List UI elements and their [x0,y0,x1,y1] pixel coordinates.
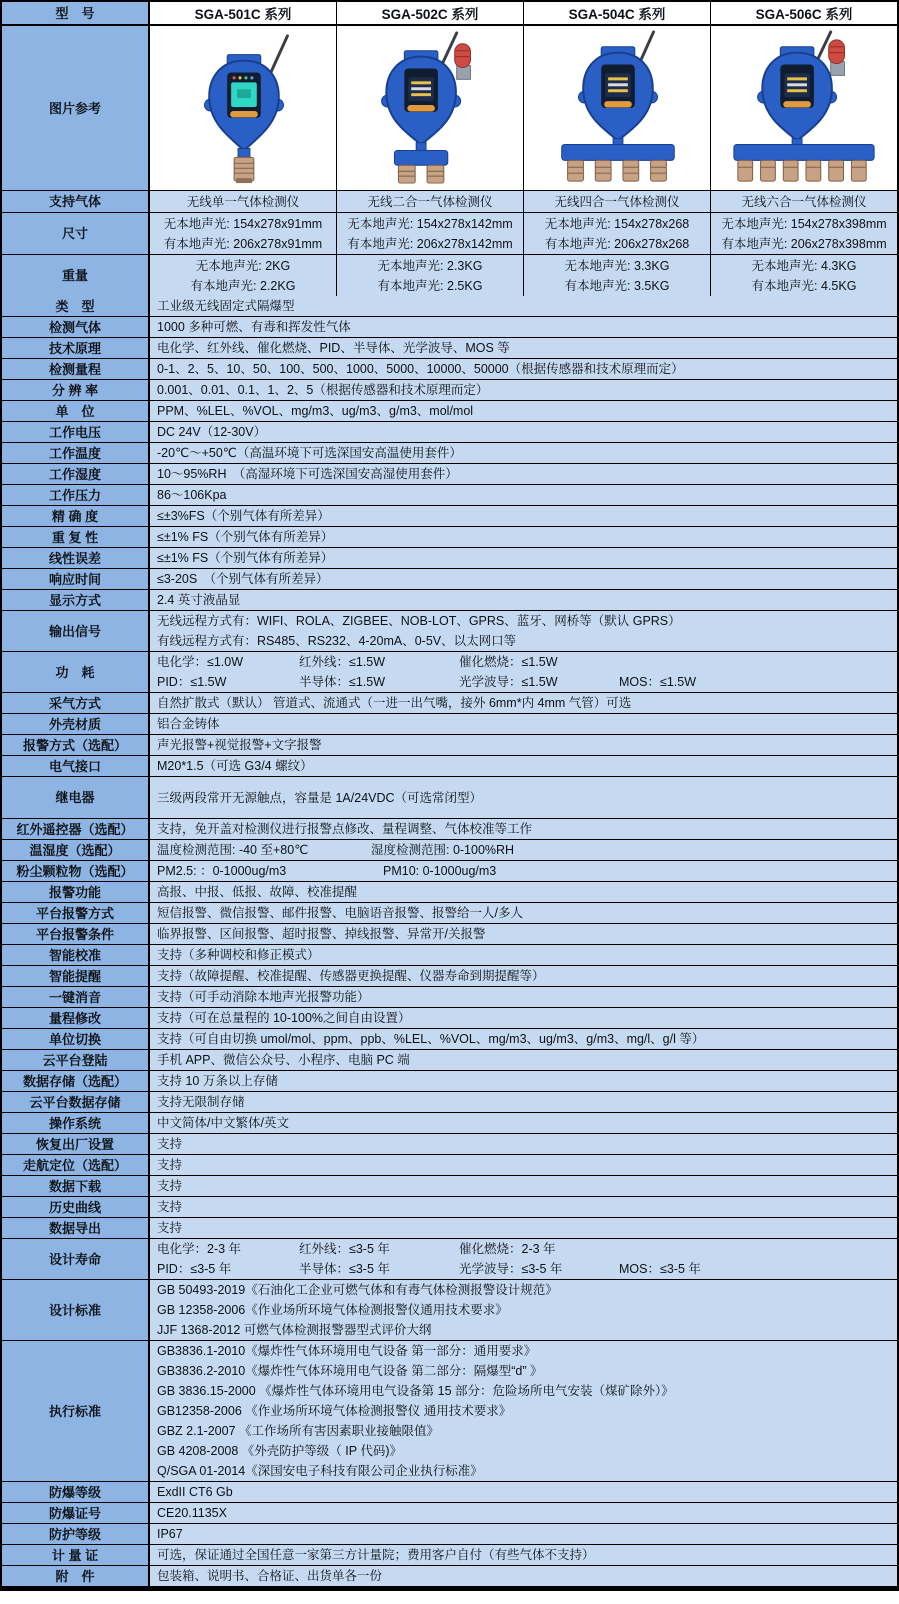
spec-text: GBZ 2.1-2007 《工作场所有害因素职业接触限值》 [157,1424,439,1438]
spec-row-label: 工作湿度 [2,464,150,484]
product-image-sga-506c [710,26,897,190]
spec-text: PPM、%LEL、%VOL、mg/m3、ug/m3、g/m3、mol/mol [157,404,474,418]
spec-rows-section [2,296,897,1586]
spec-text: GB 4208-2008 《外壳防护等级（ IP 代码)》 [157,1444,402,1458]
row-temperature [2,442,897,463]
wireless-single-gas-detector-photo [150,28,336,188]
spec-row-label: 智能校准 [2,945,150,965]
row-relay [2,776,897,818]
row-detect-gas [2,316,897,337]
dimensions-sga-501c [150,213,336,254]
wireless-6in1-gas-detector-photo [711,28,897,188]
row-range [2,358,897,379]
spec-row-label: 分 辨 率 [2,380,150,400]
spec-row-value [150,317,897,337]
spec-text: 支持无限制存储 [157,1095,245,1109]
weight-value: 有本地声光: 4.5KG [751,278,857,293]
spec-text: GB 50493-2019《石油化工企业可燃气体和有毒气体检测报警设计规范》 [157,1283,558,1297]
spec-row-value [150,1050,897,1070]
row-data-download [2,1175,897,1196]
spec-row-label: 工作压力 [2,485,150,505]
support-gas-sga-504c [523,191,710,212]
row-linearity [2,547,897,568]
row-resolution [2,379,897,400]
support-gas-sga-501c [150,191,336,212]
spec-text: ≤±1% FS（个别气体有所差异） [157,551,334,565]
spec-row-value [150,777,897,818]
spec-text: IP67 [157,1527,183,1541]
dimensions-label: 尺寸 [2,213,150,254]
row-electrical-port [2,755,897,776]
dimension-value: 无本地声光: 154x278x398mm [721,216,887,231]
spec-text: PM10: 0-1000ug/m3 [383,864,497,878]
spec-row-value [150,359,897,379]
spec-row-value [150,1092,897,1112]
row-design-life [2,1238,897,1279]
spec-text: 电化学：2-3 年 [157,1242,242,1256]
spec-row-value [150,882,897,902]
weight-value: 无本地声光: 2KG [195,258,291,273]
spec-row-value [150,861,897,881]
spec-row-value [150,924,897,944]
spec-row-label: 平台报警方式 [2,903,150,923]
weight-sga-501c [150,255,336,296]
spec-text: 温度检测范围: -40 至+80℃ [157,843,309,857]
support-gas-sga-502c [336,191,523,212]
spec-row-value [150,945,897,965]
spec-text: ExdII CT6 Gb [157,1485,233,1499]
row-temp-humidity [2,839,897,860]
spec-text: 支持 10 万条以上存储 [157,1074,278,1088]
model-sga-504c: SGA-504C 系列 [523,2,710,24]
product-image-sga-504c [523,26,710,190]
row-data-storage [2,1070,897,1091]
row-voltage [2,421,897,442]
spec-text: GB3836.1-2010《爆炸性气体环境用电气设备 第一部分：通用要求》 [157,1344,537,1358]
spec-text: 半导体：≤3-5 年 [299,1262,390,1276]
spec-row-value [150,1029,897,1049]
spec-row-label: 粉尘颗粒物（选配） [2,861,150,881]
dimension-value: 无本地声光: 154x278x268 [544,216,690,231]
spec-row-label: 功 耗 [2,652,150,692]
spec-row-label: 工作电压 [2,422,150,442]
row-dust [2,860,897,881]
spec-text: 0-1、2、5、10、50、100、500、1000、5000、10000、50000（根据传感器和技术原理而定） [157,362,684,376]
spec-row-label: 防护等级 [2,1524,150,1544]
weight-row [2,254,897,296]
spec-text: GB12358-2006 《作业场所环境气体检测报警仪 通用技术要求》 [157,1404,512,1418]
row-exproof-cert [2,1502,897,1523]
image-row-label: 图片参考 [2,26,150,190]
weight-value: 无本地声光: 2.3KG [377,258,483,273]
support-gas-sga-506c [710,191,897,212]
row-unit [2,400,897,421]
model-header-label: 型 号 [2,2,150,24]
spec-row-label: 精 确 度 [2,506,150,526]
row-smart-reminder [2,965,897,986]
dimensions-sga-506c [710,213,897,254]
spec-row-label: 电气接口 [2,756,150,776]
weight-sga-502c [336,255,523,296]
spec-row-label: 数据导出 [2,1218,150,1238]
spec-row-label: 响应时间 [2,569,150,589]
spec-text: 声光报警+视觉报警+文字报警 [157,738,322,752]
spec-row-value [150,1008,897,1028]
row-cloud-storage [2,1091,897,1112]
row-exproof-grade [2,1481,897,1502]
spec-row-value [150,611,897,651]
weight-value: 有本地声光: 3.5KG [564,278,670,293]
spec-row-label: 防爆证号 [2,1503,150,1523]
spec-text: 手机 APP、微信公众号、小程序、电脑 PC 端 [157,1053,410,1067]
spec-row-value [150,1503,897,1523]
spec-text: 电化学、红外线、催化燃烧、PID、半导体、光学波导、MOS 等 [157,341,510,355]
support-gas-label: 支持气体 [2,191,150,212]
spec-text: 支持 [157,1179,183,1193]
dimension-value: 有本地声光: 206x278x268 [544,236,690,251]
spec-row-label: 报警功能 [2,882,150,902]
spec-text: 红外线：≤1.5W [299,655,386,669]
spec-row-label: 显示方式 [2,590,150,610]
spec-row-label: 量程修改 [2,1008,150,1028]
spec-row-label: 采气方式 [2,693,150,713]
spec-text: 电化学：≤1.0W [157,655,244,669]
spec-text: 催化燃烧：≤1.5W [459,655,558,669]
spec-text: 支持（故障提醒、校准提醒、传感器更换提醒、仪器寿命到期提醒等） [157,969,545,983]
spec-row-label: 检测气体 [2,317,150,337]
spec-row-value [150,735,897,755]
spec-text: M20*1.5（可选 G3/4 螺纹） [157,759,313,773]
row-one-key-mute [2,986,897,1007]
spec-text: 催化燃烧：2-3 年 [459,1242,556,1256]
spec-text: PM2.5: ：0-1000ug/m3 [157,864,287,878]
spec-text: GB3836.2-2010《爆炸性气体环境用电气设备 第二部分：隔爆型“d” 》 [157,1364,543,1378]
wireless-2in1-gas-detector-photo [337,28,523,188]
spec-text: 支持 [157,1200,183,1214]
spec-text: 中文简体/中文繁体/英文 [157,1116,289,1130]
spec-text: 10～95%RH （高湿环境下可选深国安高湿使用套件） [157,467,458,481]
model-header-row [2,2,897,25]
spec-row-label: 云平台数据存储 [2,1092,150,1112]
row-history-curve [2,1196,897,1217]
weight-sga-504c [523,255,710,296]
spec-row-label: 防爆等级 [2,1482,150,1502]
spec-row-label: 检测量程 [2,359,150,379]
spec-row-label: 走航定位（选配） [2,1155,150,1175]
spec-text: ≤±3%FS（个别气体有所差异） [157,509,330,523]
spec-row-value [150,485,897,505]
spec-row-value [150,1176,897,1196]
spec-row-value [150,401,897,421]
spec-text: 支持（多种调校和修正模式） [157,948,320,962]
spec-row-value [150,548,897,568]
spec-row-value [150,1566,897,1586]
spec-row-label: 重 复 性 [2,527,150,547]
row-accessories [2,1565,897,1586]
spec-row-label: 数据存储（选配） [2,1071,150,1091]
spec-row-value [150,590,897,610]
spec-row-label: 附 件 [2,1566,150,1586]
row-pressure [2,484,897,505]
spec-row-value [150,756,897,776]
spec-row-label: 数据下载 [2,1176,150,1196]
spec-row-value [150,1280,897,1340]
weight-label: 重量 [2,255,150,296]
support-gas-value: 无线单一气体检测仪 [186,194,300,209]
spec-text: 红外线：≤3-5 年 [299,1242,390,1256]
spec-text: 临界报警、区间报警、超时报警、掉线报警、异常开/关报警 [157,927,486,941]
spec-row-label: 执行标准 [2,1341,150,1481]
product-image-sga-502c [336,26,523,190]
spec-row-value [150,1239,897,1279]
spec-row-value [150,443,897,463]
row-os [2,1112,897,1133]
spec-row-value [150,422,897,442]
spec-text: 短信报警、微信报警、邮件报警、电脑语音报警、报警给一人/多人 [157,906,523,920]
row-exec-standard [2,1340,897,1481]
spec-row-value [150,693,897,713]
spec-text: 无线远程方式有：WIFI、ROLA、ZIGBEE、NOB-LOT、GPRS、蓝牙、网桥等（默认 GPRS） [157,614,681,628]
spec-text: 高报、中报、低报、故障、校准提醒 [157,885,358,899]
row-display [2,589,897,610]
spec-text: 可选，保证通过全国任意一家第三方计量院；费用客户自付（有些气体不支持） [157,1548,595,1562]
spec-row-label: 继电器 [2,777,150,818]
spec-row-value [150,338,897,358]
spec-text: 0.001、0.01、0.1、1、2、5（根据传感器和技术原理而定） [157,383,489,397]
weight-value: 无本地声光: 3.3KG [564,258,670,273]
spec-text: 1000 多种可燃、有毒和挥发性气体 [157,320,351,334]
spec-row-value [150,1134,897,1154]
spec-row-label: 平台报警条件 [2,924,150,944]
row-unit-switch [2,1028,897,1049]
row-principle [2,337,897,358]
spec-row-label: 技术原理 [2,338,150,358]
spec-row-label: 工作温度 [2,443,150,463]
support-gas-value: 无线六合一气体检测仪 [741,194,867,209]
spec-text: 支持（可手动消除本地声光报警功能） [157,990,370,1004]
spec-row-label: 报警方式（选配） [2,735,150,755]
spec-text: 支持，免开盖对检测仪进行报警点修改、量程调整、气体校准等工作 [157,822,533,836]
spec-row-label: 一键消音 [2,987,150,1007]
spec-row-label: 红外遥控器（选配） [2,819,150,839]
support-gas-value: 无线四合一气体检测仪 [554,194,680,209]
image-reference-row [2,25,897,190]
spec-text: JJF 1368-2012 可燃气体检测报警器型式评价大纲 [157,1323,432,1337]
row-repeatability [2,526,897,547]
spec-row-value [150,506,897,526]
spec-row-value [150,1197,897,1217]
spec-row-label: 设计寿命 [2,1239,150,1279]
spec-row-label: 云平台登陆 [2,1050,150,1070]
weight-value: 有本地声光: 2.5KG [377,278,483,293]
spec-text: ≤3-20S （个别气体有所差异） [157,572,329,586]
row-alarm-mode [2,734,897,755]
row-range-modify [2,1007,897,1028]
spec-text: 86～106Kpa [157,488,227,502]
spec-row-label: 类 型 [2,296,150,316]
support-gas-row [2,190,897,212]
row-housing [2,713,897,734]
spec-text: 半导体：≤1.5W [299,675,386,689]
spec-text: 光学波导：≤1.5W [459,675,558,689]
row-alarm-function [2,881,897,902]
spec-text: 支持 [157,1137,183,1151]
spec-row-value [150,966,897,986]
spec-row-label: 输出信号 [2,611,150,651]
spec-text: Q/SGA 01-2014《深国安电子科技有限公司企业执行标准》 [157,1464,483,1478]
model-sga-506c: SGA-506C 系列 [710,2,897,24]
spec-row-value [150,527,897,547]
wireless-4in1-gas-detector-photo [524,28,710,188]
spec-row-value [150,1545,897,1565]
spec-text: 工业级无线固定式隔爆型 [157,299,295,313]
spec-row-label: 计 量 证 [2,1545,150,1565]
row-cloud-login [2,1049,897,1070]
spec-text: 包装箱、说明书、合格证、出货单各一份 [157,1569,383,1583]
spec-row-label: 恢复出厂设置 [2,1134,150,1154]
row-accuracy [2,505,897,526]
spec-text: -20℃～+50℃（高温环境下可选深国安高温使用套件） [157,446,462,460]
spec-text: MOS：≤3-5 年 [619,1262,701,1276]
spec-row-value [150,464,897,484]
spec-row-label: 温湿度（选配） [2,840,150,860]
spec-row-label: 操作系统 [2,1113,150,1133]
spec-row-label: 线性误差 [2,548,150,568]
spec-row-value [150,714,897,734]
spec-row-value [150,1482,897,1502]
spec-row-label: 智能提醒 [2,966,150,986]
spec-row-value [150,569,897,589]
spec-row-label: 历史曲线 [2,1197,150,1217]
spec-text: 光学波导：≤3-5 年 [459,1262,563,1276]
spec-text: PID：≤3-5 年 [157,1262,232,1276]
spec-text: DC 24V（12-30V） [157,425,267,439]
row-ir-remote [2,818,897,839]
row-design-standard [2,1279,897,1340]
spec-row-value [150,380,897,400]
spec-text: GB 12358-2006《作业场所环境气体检测报警仪通用技术要求》 [157,1303,508,1317]
spec-text: 有线远程方式有：RS485、RS232、4-20mA、0-5V、以太网口等 [157,634,517,648]
spec-row-value [150,1113,897,1133]
dimensions-sga-502c [336,213,523,254]
row-protection-grade [2,1523,897,1544]
spec-text: ≤±1% FS（个别气体有所差异） [157,530,334,544]
weight-sga-506c [710,255,897,296]
spec-row-label: 设计标准 [2,1280,150,1340]
row-humidity [2,463,897,484]
row-data-export [2,1217,897,1238]
spec-text: 铝合金铸体 [157,717,220,731]
row-metering-cert [2,1544,897,1565]
spec-row-value [150,840,897,860]
spec-text: 支持（可在总量程的 10-100%之间自由设置） [157,1011,411,1025]
row-output-signal [2,610,897,651]
dimension-value: 有本地声光: 206x278x91mm [163,236,323,251]
dimension-value: 有本地声光: 206x278x398mm [721,236,887,251]
spec-text: 2.4 英寸液晶显 [157,593,241,607]
row-platform-alarm-mode [2,902,897,923]
row-platform-alarm-cond [2,923,897,944]
dimensions-sga-504c [523,213,710,254]
row-nav-positioning [2,1154,897,1175]
spec-row-value [150,296,897,316]
row-type [2,296,897,316]
spec-text: 支持 [157,1158,183,1172]
spec-row-value [150,1155,897,1175]
spec-text: CE20.1135X [157,1506,227,1520]
spec-text: PID：≤1.5W [157,675,227,689]
spec-row-label: 单位切换 [2,1029,150,1049]
model-sga-501c: SGA-501C 系列 [150,2,336,24]
row-response-time [2,568,897,589]
spec-text: 三级两段常开无源触点，容量是 1A/24VDC（可选常闭型） [157,790,483,805]
spec-row-label: 外壳材质 [2,714,150,734]
weight-value: 无本地声光: 4.3KG [751,258,857,273]
spec-row-value [150,1341,897,1481]
weight-value: 有本地声光: 2.2KG [190,278,296,293]
dimension-value: 无本地声光: 154x278x142mm [347,216,513,231]
model-sga-502c: SGA-502C 系列 [336,2,523,24]
dimensions-row [2,212,897,254]
row-smart-calibration [2,944,897,965]
spec-text: 湿度检测范围: 0-100%RH [371,843,515,857]
spec-text: MOS：≤1.5W [619,675,697,689]
row-power [2,651,897,692]
spec-text: 支持 [157,1221,183,1235]
row-sampling [2,692,897,713]
spec-row-value [150,987,897,1007]
support-gas-value: 无线二合一气体检测仪 [367,194,493,209]
spec-row-label: 单 位 [2,401,150,421]
spec-row-value [150,903,897,923]
spec-row-value [150,652,897,692]
row-factory-reset [2,1133,897,1154]
dimension-value: 有本地声光: 206x278x142mm [347,236,513,251]
spec-text: 支持（可自由切换 umol/mol、ppm、ppb、%LEL、%VOL、mg/m3、ug/m3、g/m3、mg/l、g/l 等） [157,1032,705,1046]
spec-row-value [150,819,897,839]
spec-row-value [150,1218,897,1238]
spec-text: GB 3836.15-2000 《爆炸性气体环境用电气设备第 15 部分：危险场所电气安装（煤矿除外）》 [157,1384,674,1398]
dimension-value: 无本地声光: 154x278x91mm [163,216,323,231]
spec-text: 自然扩散式（默认） 管道式、流通式（一进一出气嘴，接外 6mm*内 4mm 气管）可选 [157,696,632,710]
spec-row-value [150,1071,897,1091]
spec-row-value [150,1524,897,1544]
product-image-sga-501c [150,26,336,190]
